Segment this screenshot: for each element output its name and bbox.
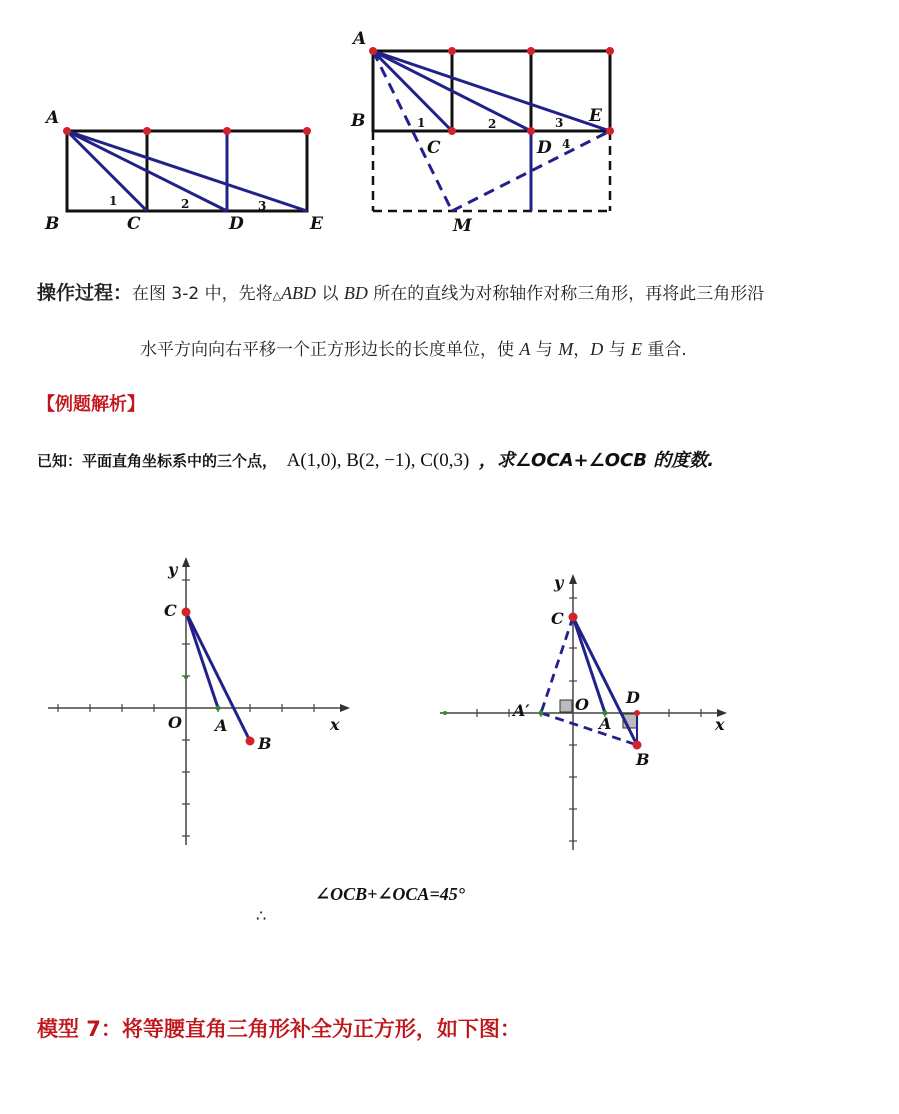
operation-line-2: 水平方向向右平移一个正方形边长的长度单位，使 A 与 M，D 与 E 重合. — [140, 339, 687, 360]
label-C: C — [127, 214, 141, 234]
operation-line-1: 操作过程：在图 3-2 中，先将△ABD 以 BD 所在的直线为对称轴作对称三角形，再将此三角形沿 — [37, 282, 765, 304]
point-A-label: A — [599, 714, 612, 733]
label-E: E — [310, 214, 323, 234]
label-D: D — [229, 214, 244, 234]
point-C-label: C — [551, 609, 564, 628]
label-M: M — [453, 216, 472, 236]
label-A: A — [46, 108, 60, 128]
angle-3: 3 — [555, 116, 564, 130]
angle-2: 2 — [181, 197, 190, 211]
graph-left — [40, 555, 360, 855]
angle-4: 4 — [562, 137, 571, 151]
point-B-label: B — [636, 750, 650, 769]
label-B: B — [351, 111, 366, 131]
axis-y-label: y — [168, 560, 178, 579]
point-B-label: B — [258, 734, 272, 753]
angle-1: 1 — [417, 116, 426, 130]
figure-squares-left — [40, 100, 340, 240]
axis-y-label: y — [554, 573, 564, 592]
angle-3: 3 — [258, 199, 267, 213]
operation-heading: 操作过程： — [37, 282, 133, 304]
model-7-title: 模型 7：将等腰直角三角形补全为正方形，如下图： — [37, 1017, 521, 1041]
axis-x-label: x — [715, 715, 725, 734]
given-points: A(1,0), B(2, −1), C(0,3) — [286, 450, 470, 471]
origin-label: O — [575, 695, 589, 714]
label-E: E — [589, 106, 602, 126]
point-A-prime-label: A′ — [513, 701, 530, 720]
given-suffix: ，求∠OCA+∠OCB 的度数. — [478, 450, 715, 471]
point-D-label: D — [626, 688, 640, 707]
label-A: A — [353, 29, 367, 49]
figure-squares-right — [345, 28, 635, 238]
therefore-symbol: ∴ — [256, 906, 267, 925]
graph-right — [435, 568, 745, 858]
given-line — [37, 446, 714, 472]
label-C: C — [427, 138, 441, 158]
point-A-label: A — [215, 716, 228, 735]
label-D: D — [537, 138, 552, 158]
origin-label: O — [168, 713, 182, 732]
result-equation: ∠OCB+∠OCA=45° — [315, 884, 465, 904]
given-prefix: 已知：平面直角坐标系中的三个点， — [37, 452, 278, 470]
axis-x-label: x — [330, 715, 340, 734]
point-C-label: C — [164, 601, 177, 620]
angle-1: 1 — [109, 194, 118, 208]
label-B: B — [45, 214, 60, 234]
example-title: 【例题解析】 — [37, 394, 145, 415]
angle-2: 2 — [488, 117, 497, 131]
